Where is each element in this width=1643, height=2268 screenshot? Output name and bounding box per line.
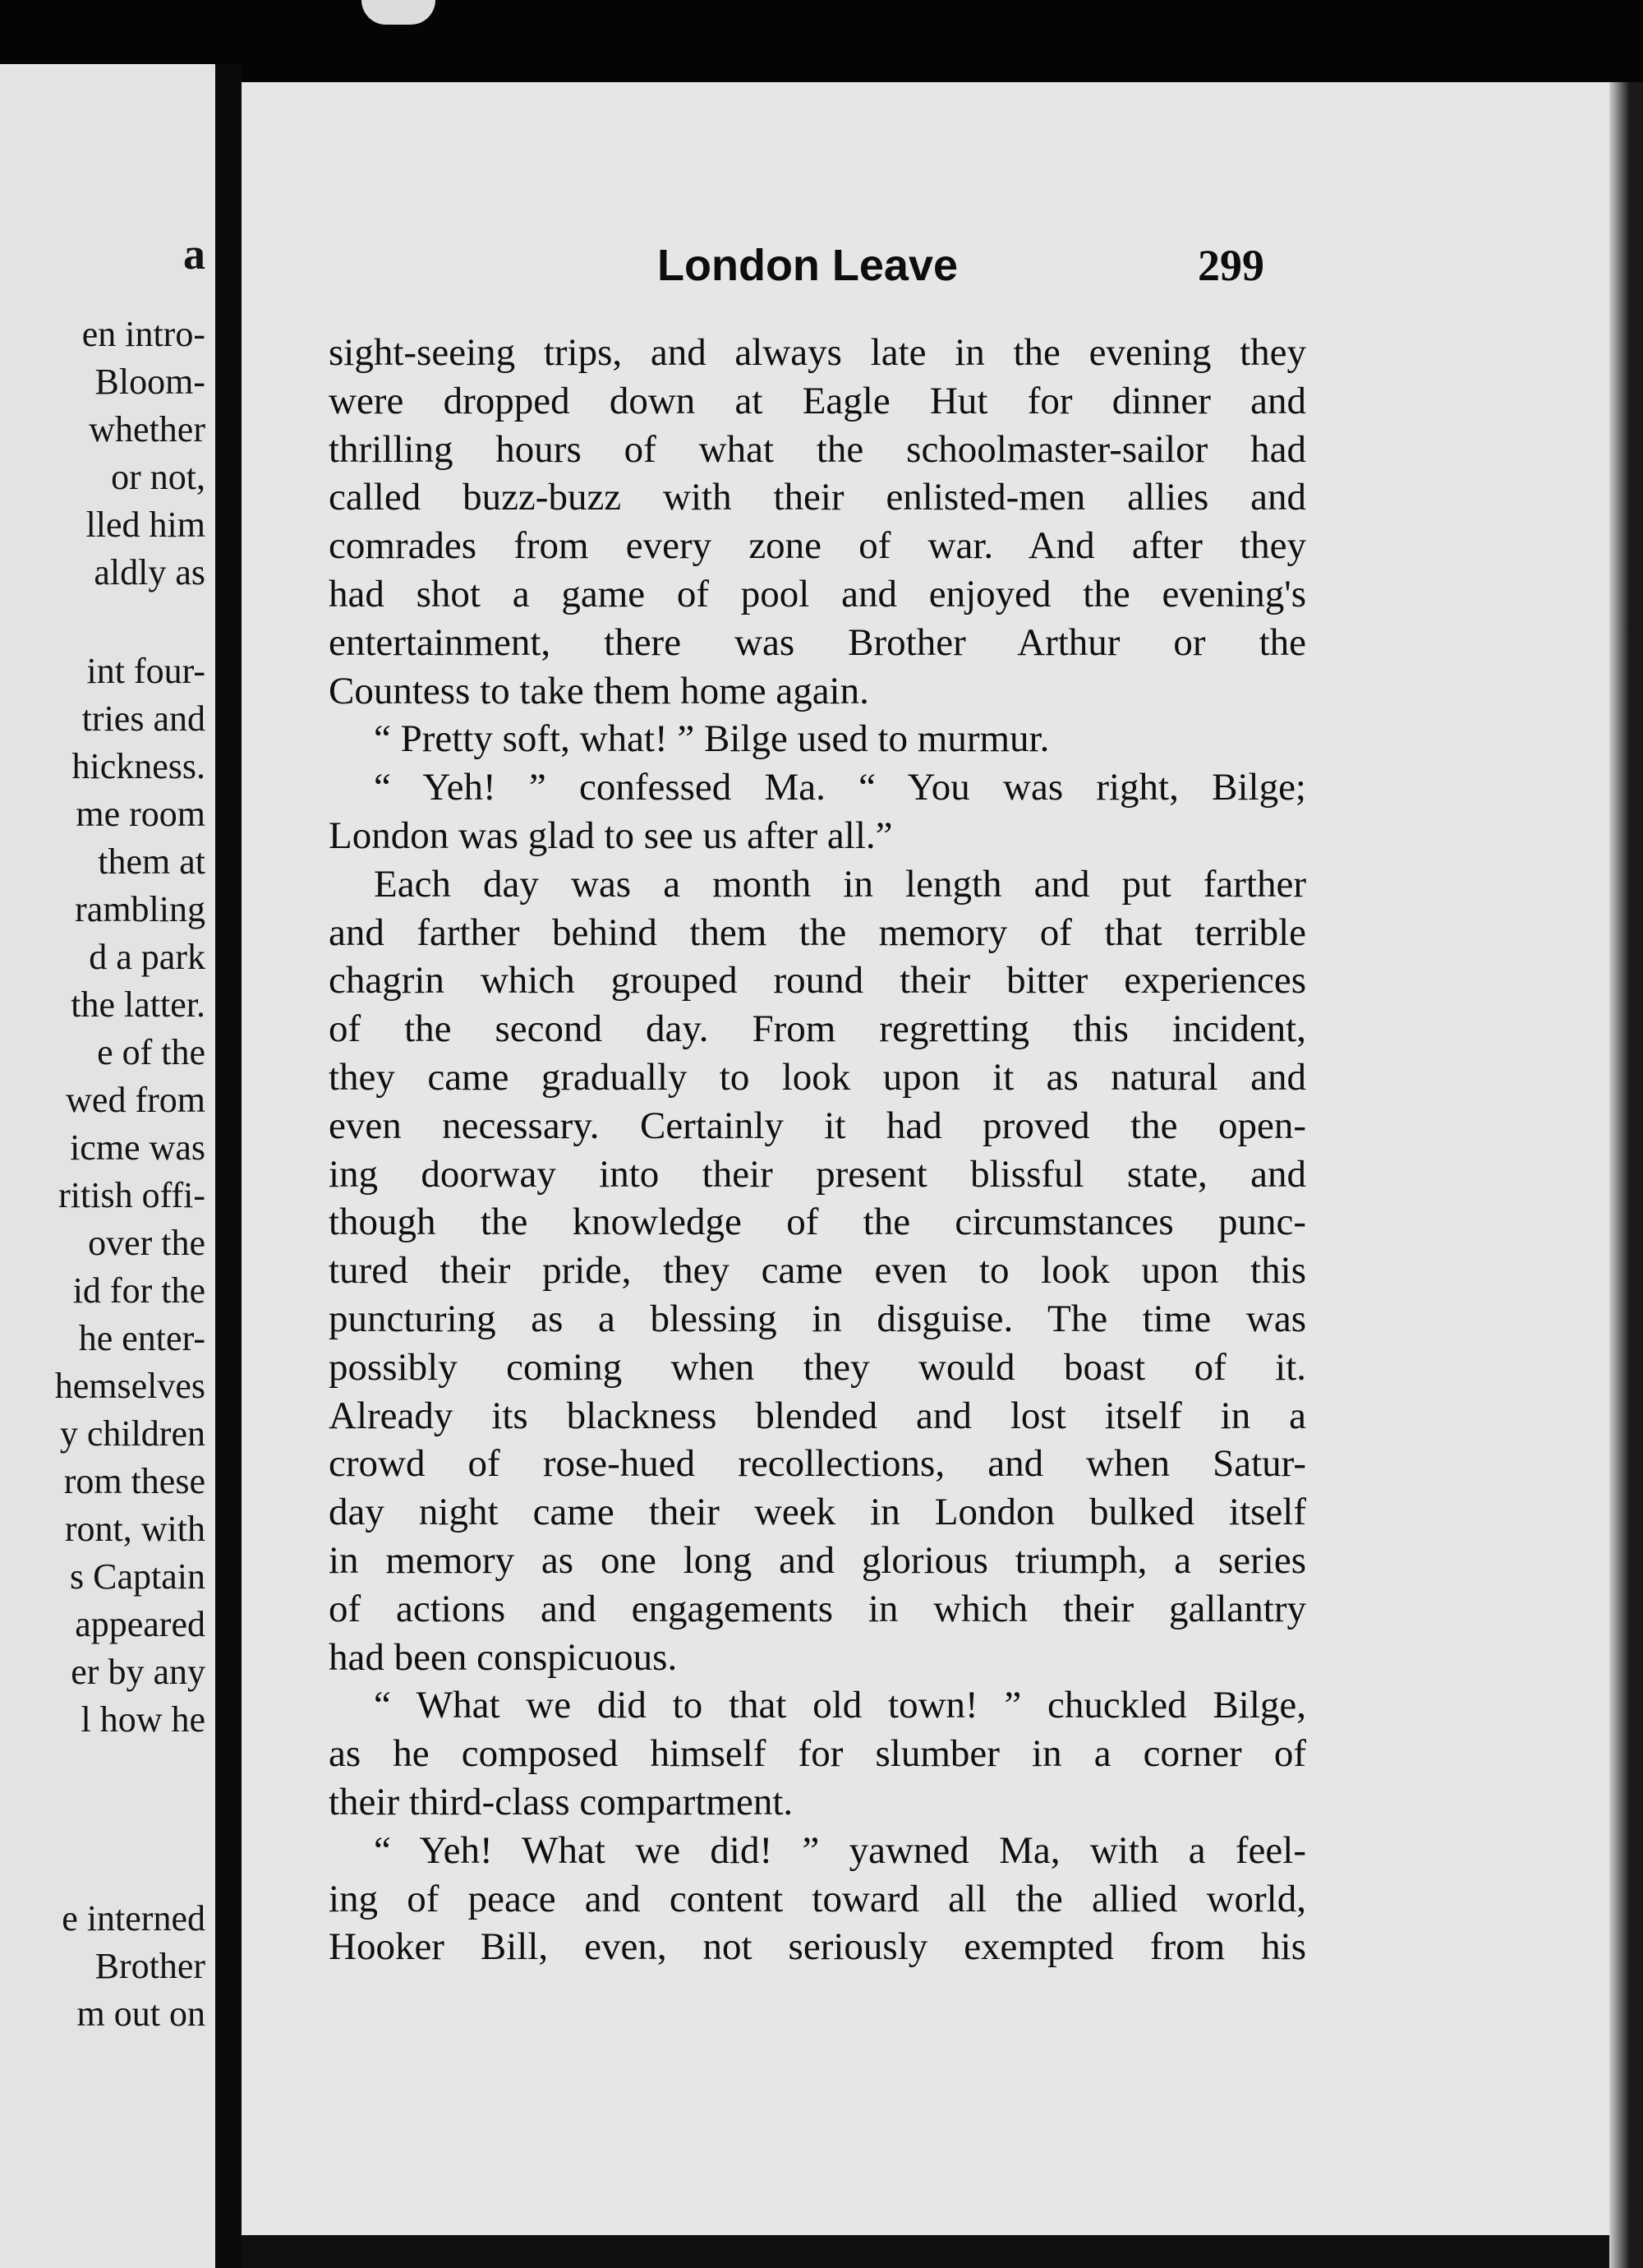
text-line: and farther behind them the memory of that terrible: [329, 910, 1306, 954]
text-line: chagrin which grouped round their bitter experiences: [329, 959, 1306, 1003]
left-page-line: appeared: [75, 1604, 205, 1644]
text-line: possibly coming when they would boast of it.: [329, 1345, 1306, 1389]
left-page-line: e of the: [97, 1032, 205, 1072]
left-page-line: aldly as: [94, 552, 205, 592]
text-line: comrades from every zone of war. And after they: [329, 524, 1306, 568]
text-line: ing doorway into their present blissful state, and: [329, 1152, 1306, 1196]
text-line: were dropped down at Eagle Hut for dinner and: [329, 379, 1306, 422]
left-page-line: over the: [88, 1223, 205, 1263]
text-line: Already its blackness blended and lost itself in a: [329, 1394, 1306, 1437]
left-page-line: id for the: [72, 1270, 205, 1311]
text-line: “ Yeh! What we did! ” yawned Ma, with a feel-: [374, 1828, 1306, 1872]
left-page-line: wed from: [66, 1080, 205, 1120]
left-page-line: he enter-: [78, 1318, 205, 1358]
left-page-line: y children: [59, 1413, 205, 1454]
text-line: Hooker Bill, even, not seriously exempted from his: [329, 1925, 1306, 1969]
left-page-line: lled him: [85, 505, 205, 545]
body-text: [329, 329, 1306, 1971]
left-page-line: rom these: [63, 1461, 205, 1501]
text-line: ing of peace and content toward all the allied world,: [329, 1877, 1306, 1920]
text-line: called buzz-buzz with their enlisted-men allies and: [329, 476, 1306, 519]
left-page-line: icme was: [70, 1127, 205, 1168]
left-page-line: Bloom-: [94, 362, 205, 402]
left-page-line: int four-: [86, 651, 205, 691]
scan-artifact: [361, 0, 435, 25]
left-page-line: Brother: [94, 1946, 205, 1986]
left-page-line: me room: [76, 794, 205, 834]
text-line: of the second day. From regretting this incident,: [329, 1007, 1306, 1051]
text-line: of actions and engagements in which their gallantry: [329, 1587, 1306, 1630]
text-line: in memory as one long and glorious triumph, a series: [329, 1538, 1306, 1582]
text-line: had been conspicuous.: [329, 1635, 678, 1679]
left-page-heading-fragment: a: [183, 229, 205, 279]
left-page-line: en intro-: [81, 314, 205, 354]
left-page-line: ront, with: [64, 1509, 205, 1549]
text-line: London was glad to see us after all.”: [329, 814, 893, 857]
text-line: tured their pride, they came even to look upon this: [329, 1249, 1306, 1293]
text-line: though the knowledge of the circumstances punc-: [329, 1201, 1306, 1244]
text-line: Countess to take them home again.: [329, 669, 869, 712]
page-number: 299: [1198, 241, 1264, 290]
left-page-line: m out on: [76, 1994, 205, 2034]
left-page-line: ritish offi-: [58, 1175, 205, 1215]
left-page-line: tries and: [81, 698, 205, 739]
text-line: “ Yeh! ” confessed Ma. “ You was right, Bilge;: [374, 766, 1306, 809]
left-page-line: whether: [89, 409, 205, 449]
left-page-line: rambling: [75, 889, 205, 929]
text-line: they came gradually to look upon it as natural and: [329, 1055, 1306, 1099]
running-head-title: London Leave: [657, 241, 959, 290]
text-line: Each day was a month in length and put farther: [374, 862, 1306, 906]
left-page-line: or not,: [111, 457, 205, 497]
text-line: sight-seeing trips, and always late in the evening they: [329, 331, 1306, 374]
left-page-line: the latter.: [71, 984, 205, 1025]
left-page-line: hemselves: [54, 1366, 205, 1406]
text-line: even necessary. Certainly it had proved the open-: [329, 1104, 1306, 1147]
text-line: crowd of rose-hued recollections, and when Satur-: [329, 1442, 1306, 1486]
scan-border: [242, 2235, 1609, 2268]
facing-page-fragment: [0, 64, 215, 2268]
text-line: their third-class compartment.: [329, 1780, 794, 1823]
left-page-line: s Captain: [70, 1556, 205, 1597]
text-line: as he composed himself for slumber in a corner of: [329, 1732, 1306, 1776]
text-line: entertainment, there was Brother Arthur or the: [329, 620, 1306, 664]
text-line: thrilling hours of what the schoolmaster-sailor had: [329, 427, 1306, 471]
page-edge-shadow: [1609, 82, 1643, 2268]
left-page-line: er by any: [71, 1652, 205, 1692]
left-page-line: d a park: [89, 937, 205, 977]
left-page-line: l how he: [81, 1699, 205, 1740]
text-line: had shot a game of pool and enjoyed the evening's: [329, 572, 1306, 615]
book-gutter: [215, 64, 242, 2268]
left-page-line: e interned: [62, 1898, 205, 1938]
text-line: puncturing as a blessing in disguise. The time was: [329, 1297, 1306, 1340]
left-page-line: them at: [98, 841, 205, 882]
text-line: day night came their week in London bulked itself: [329, 1491, 1306, 1534]
text-line: “ Pretty soft, what! ” Bilge used to murmur.: [374, 717, 1050, 761]
left-page-line: hickness.: [71, 746, 205, 786]
text-line: “ What we did to that old town! ” chuckled Bilge,: [374, 1684, 1306, 1727]
